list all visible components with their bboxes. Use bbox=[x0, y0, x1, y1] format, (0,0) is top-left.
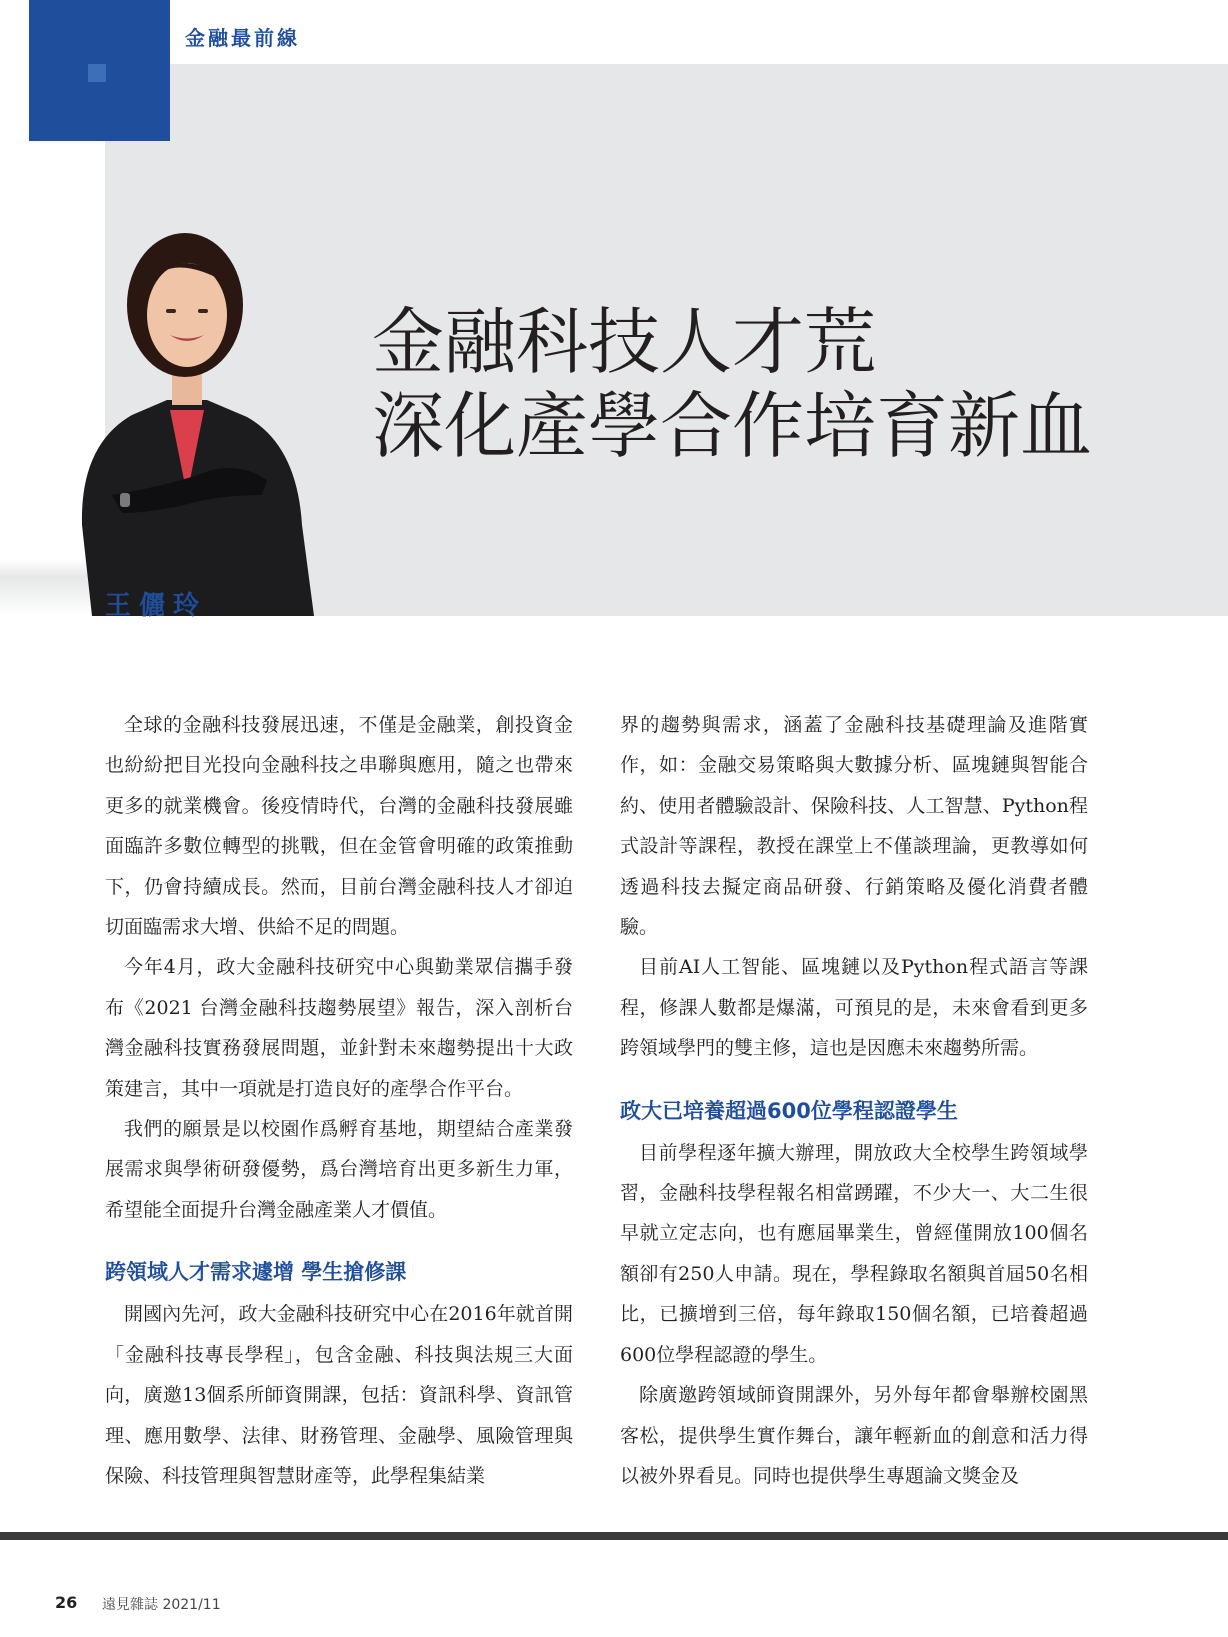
paragraph: 開國內先河，政大金融科技研究中心在2016年就首開「金融科技專長學程」，包含金融、科技與法規三大面向，廣邀13個系所師資開課，包括：資訊科學、資訊管理、應用數學、法律、財務管理、金融學、風險管理與保險、科技管理與智慧財產等，此學程集結業 bbox=[105, 1303, 573, 1487]
paragraph: 今年4月，政大金融科技研究中心與勤業眾信攜手發布《2021 台灣金融科技趨勢展望》報告，深入剖析台灣金融科技實務發展問題，並針對未來趨勢提出十大政策建言，其中一項就是打造良好的產學合作平台。 bbox=[105, 956, 573, 1100]
headline-line-2: 深化產學合作培育新血 bbox=[372, 384, 1093, 468]
headline bbox=[372, 300, 1092, 468]
subheading: 政大已培養超過600位學程認證學生 bbox=[620, 1098, 958, 1123]
page-number: 26 bbox=[55, 1593, 78, 1612]
paragraph: 全球的金融科技發展迅速，不僅是金融業，創投資金也紛紛把目光投向金融科技之串聯與應用，隨之也帶來更多的就業機會。後疫情時代，台灣的金融科技發展雖面臨許多數位轉型的挑戰，但在金管會明確的政策推動下，仍會持續成長。然而，目前台灣金融科技人才卻迫切面臨需求大增、供給不足的問題。 bbox=[105, 714, 573, 939]
section-accent-square bbox=[88, 64, 106, 82]
left-column bbox=[105, 705, 573, 1496]
author-portrait bbox=[52, 195, 322, 616]
paragraph: 目前AI人工智能、區塊鏈以及Python程式語言等課程，修課人數都是爆滿，可預見的是，未來會看到更多跨領域學門的雙主修，這也是因應未來趨勢所需。 bbox=[620, 956, 1088, 1060]
paragraph: 目前學程逐年擴大辦理，開放政大全校學生跨領域學習，金融科技學程報名相當踴躍，不少大一、大二生很早就立定志向，也有應屆畢業生，曾經僅開放100個名額卻有250人申請。現在，學程錄取名額與首屆50名相比，已擴增到三倍，每年錄取150個名額，已培養超過600位學程認證的學生。 bbox=[620, 1141, 1088, 1366]
subheading: 跨領域人才需求遽增 學生搶修課 bbox=[105, 1260, 407, 1285]
section-label: 金融最前線 bbox=[185, 26, 300, 50]
right-column bbox=[620, 705, 1088, 1496]
paragraph: 界的趨勢與需求，涵蓋了金融科技基礎理論及進階實作，如：金融交易策略與大數據分析、區塊鏈與智能合約、使用者體驗設計、保險科技、人工智慧、Python程式設計等課程，教授在課堂上不僅談理論，更教導如何透過科技去擬定商品研發、行銷策略及優化消費者體驗。 bbox=[620, 714, 1088, 939]
author-name: 王儷玲 bbox=[105, 591, 208, 621]
headline-line-1: 金融科技人才荒 bbox=[372, 300, 877, 384]
paragraph: 我們的願景是以校園作爲孵育基地，期望結合產業發展需求與學術研發優勢，爲台灣培育出更多新生力軍，希望能全面提升台灣金融產業人才價值。 bbox=[105, 1118, 573, 1221]
magazine-issue: 遠見雜誌 2021/11 bbox=[102, 1597, 221, 1613]
footer-rule bbox=[0, 1532, 1228, 1540]
paragraph: 除廣邀跨領域師資開課外，另外每年都會舉辦校園黑客松，提供學生實作舞台，讓年輕新血的創意和活力得以被外界看見。同時也提供學生專題論文獎金及 bbox=[620, 1384, 1088, 1487]
